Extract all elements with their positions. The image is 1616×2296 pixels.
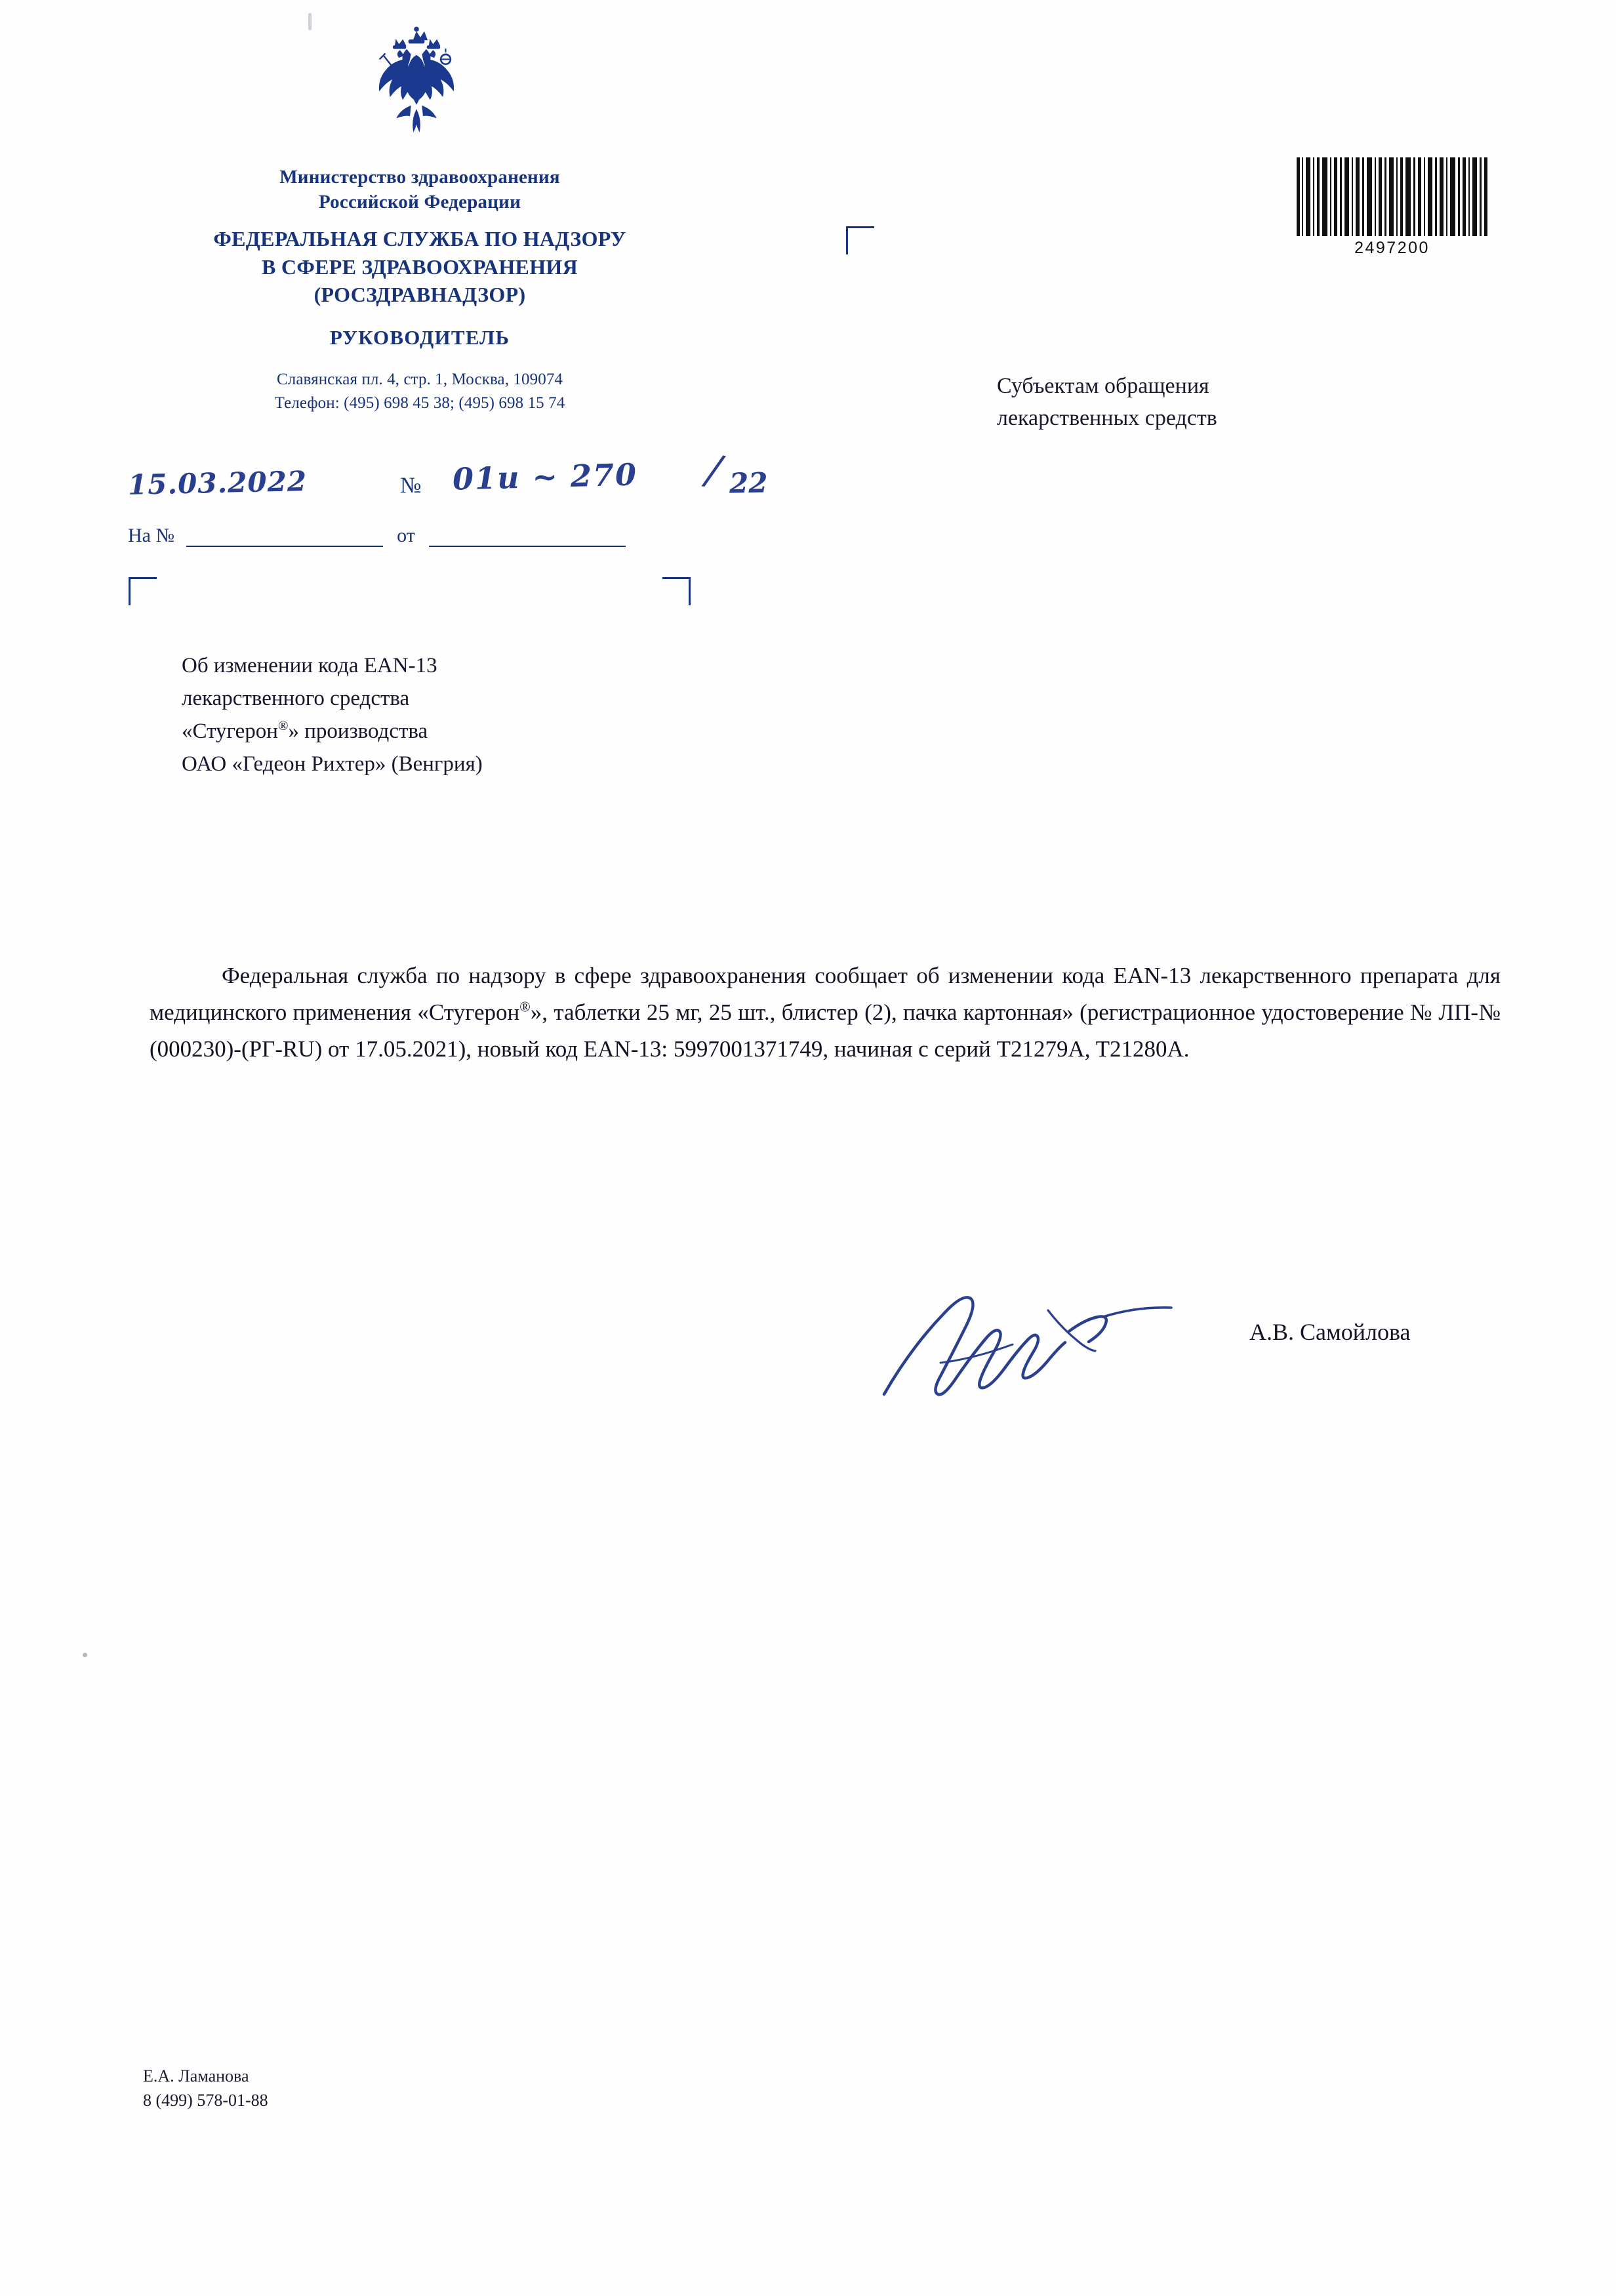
subject-line-4: ОАО «Гедеон Рихтер» (Венгрия) (182, 752, 483, 776)
executor-name: Е.А. Ламанова (143, 2066, 249, 2085)
number-symbol: № (400, 473, 422, 498)
signer-name: А.В. Самойлова (1249, 1319, 1411, 1345)
addressee-block (997, 371, 1456, 435)
registered-mark: ® (277, 719, 289, 734)
barcode-icon (1295, 157, 1489, 236)
handwritten-date: 15.03.2022 (127, 465, 308, 501)
registered-mark: ® (519, 999, 531, 1015)
subject-line-3-post: » производства (288, 719, 428, 744)
subject-line-1: Об изменении кода EAN-13 (182, 654, 437, 677)
reply-date-label: от (397, 525, 415, 546)
reply-number-rule (186, 527, 383, 547)
scan-artifact (308, 13, 312, 30)
body-text (150, 957, 1501, 1068)
executor-block (143, 2064, 268, 2113)
subject-block (182, 649, 772, 781)
addressee-line-2: лекарственных средств (997, 405, 1217, 430)
body-part-2: », таблетки 25 мг, 25 шт., блистер (2), пачка картонная» (регистрационное удостоверение № ЛП-№ (000230)-(РГ-RU) от 17.05.2021), новый код EAN-13: 5997001371749, начиная с серий T21279A, T21280A. (150, 999, 1501, 1062)
executor-phone: 8 (499) 578-01-88 (143, 2090, 268, 2110)
scan-artifact (83, 1653, 87, 1657)
service-line-2: В СФЕРЕ ЗДРАВООХРАНЕНИЯ (261, 254, 578, 279)
ministry-line-2: Российской Федерации (318, 191, 521, 212)
barcode-number: 2497200 (1354, 239, 1430, 257)
double-headed-eagle-emblem-icon (367, 26, 466, 141)
phone-line: Телефон: (495) 698 45 38; (495) 698 15 74 (274, 393, 565, 412)
service-line-3: (РОСЗДРАВНАДЗОР) (313, 283, 526, 307)
handwritten-year: 22 (729, 466, 768, 500)
registration-corner-mark (662, 577, 691, 605)
addressee-line-1: Субъектам обращения (997, 374, 1209, 398)
service-line-1: ФЕДЕРАЛЬНАЯ СЛУЖБА ПО НАДЗОРУ (213, 227, 626, 251)
address-line: Славянская пл. 4, стр. 1, Москва, 109074 (276, 371, 563, 389)
position-title: РУКОВОДИТЕЛЬ (329, 326, 510, 350)
handwritten-outgoing-number: 01и ~ 270 (452, 456, 638, 497)
barcode (1295, 157, 1489, 258)
subject-line-3 (182, 715, 772, 748)
registration-corner-mark (129, 577, 157, 605)
subject-line-2: лекарственного средства (182, 687, 410, 711)
letterhead (121, 165, 718, 414)
body-part-1: Федеральная служба по надзору в сфере здравоохранения сообщает об изменении кода EAN-13 лекарственного препарата для медицинского применения «Стугерон (150, 963, 1501, 1025)
handwritten-slash: / (704, 445, 724, 495)
reply-number-label: На № (128, 525, 175, 546)
handwritten-signature-icon (872, 1239, 1213, 1430)
reply-reference-line (128, 525, 712, 547)
subject-line-3-pre: «Стугерон (182, 719, 278, 744)
reply-date-rule (429, 527, 626, 547)
registration-corner-mark (846, 226, 874, 254)
ministry-line-1: Министерство здравоохранения (279, 167, 560, 188)
